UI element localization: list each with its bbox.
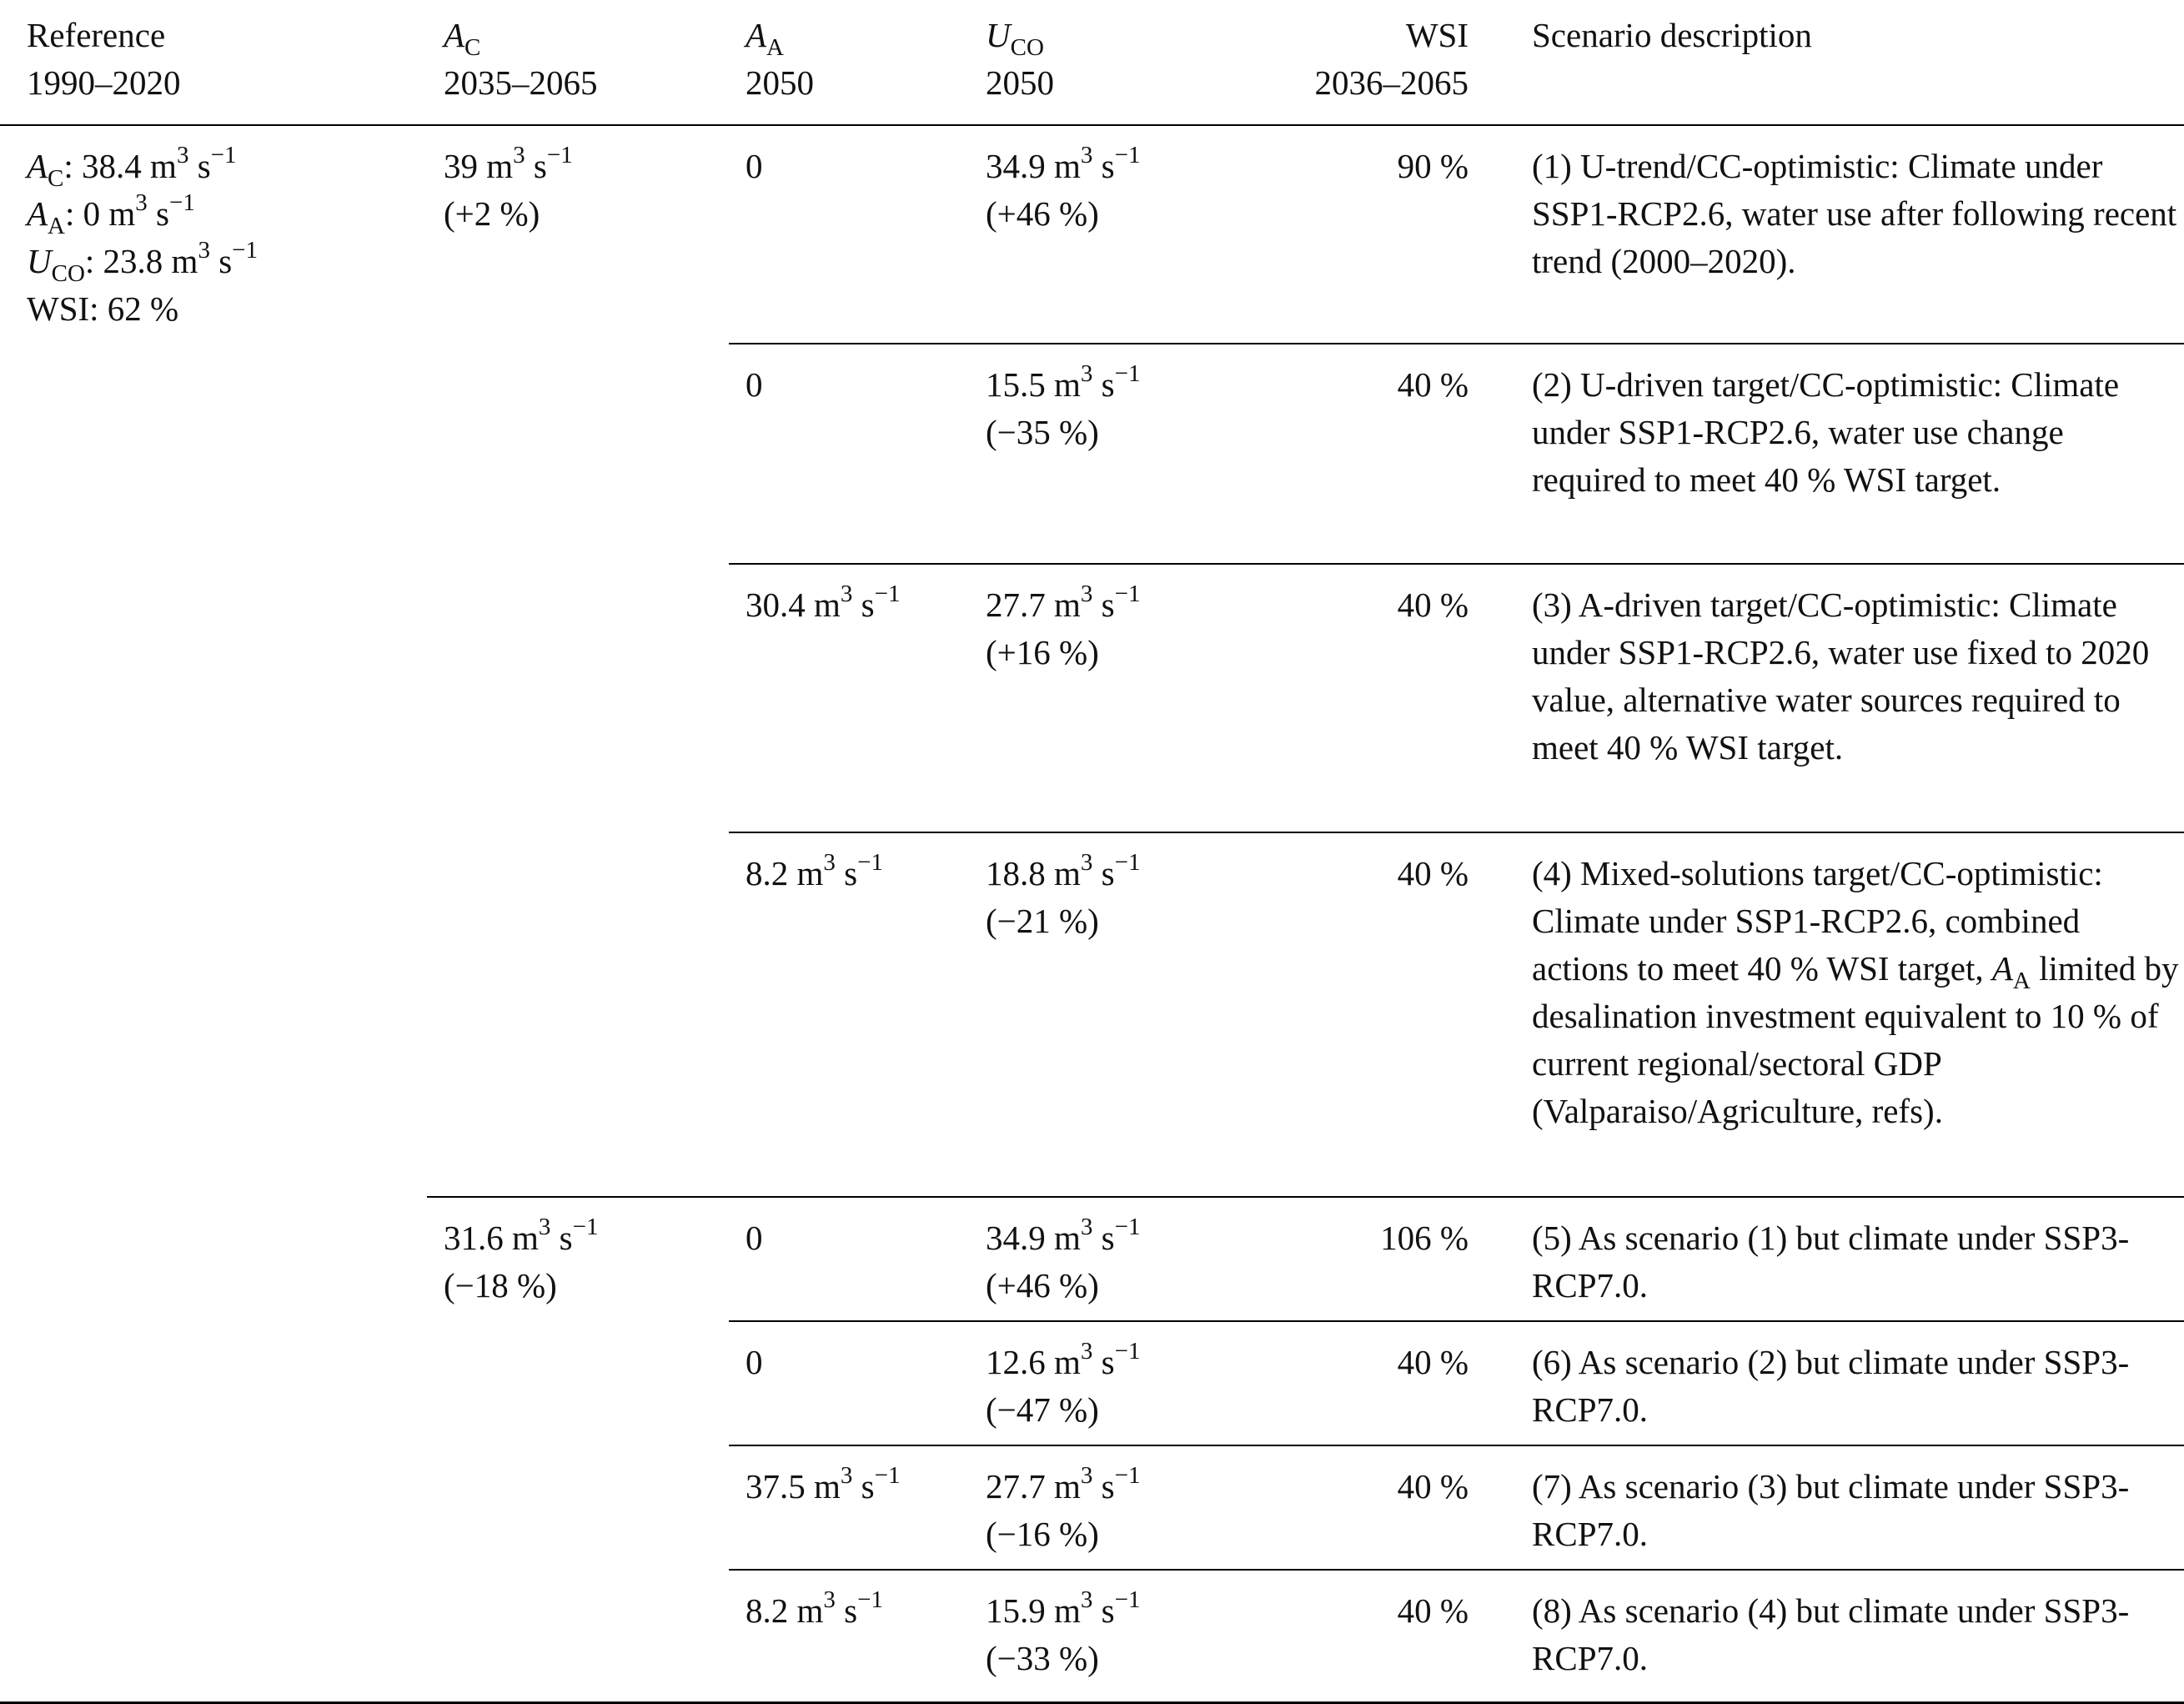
wsi-cell: 40 % (1234, 564, 1479, 832)
aa-cell: 37.5 $m^3$ $s^{-1}$ (729, 1445, 972, 1570)
uco-cell: 18.8 $m^3$ $s^{-1}$ (−21 %) (972, 832, 1234, 1197)
uco-cell: 27.7 $m^3$ $s^{-1}$ (+16 %) (972, 564, 1234, 832)
uco-cell: 34.9 $m^3$ $s^{-1}$ (+46 %) (986, 142, 1141, 233)
reference-ac: $A_C$: 38.4 $m^3$ $s^{-1}$ (27, 142, 237, 192)
table-row (0, 125, 2184, 344)
header-wsi: WSI 2036–2065 (1234, 0, 1479, 125)
uco-cell: 12.6 $m^3$ $s^{-1}$ (−47 %) (972, 1321, 1234, 1445)
wsi-cell: 40 % (1234, 344, 1479, 564)
description-cell: (3) A-driven target/CC-optimistic: Climate under SSP1-RCP2.6, water use fixed to 2020 value, alternative water sources required to meet 40 % WSI target. (1479, 564, 2184, 832)
header-reference: Reference 1990–2020 (0, 0, 427, 125)
ac-group-2: 31.6 $m^3$ $s^{-1}$ (−18 %) (427, 1197, 729, 1696)
uco-cell: 27.7 $m^3$ $s^{-1}$ (−16 %) (972, 1445, 1234, 1570)
reference-uco: $U_{CO}$: 23.8 $m^3$ $s^{-1}$ (27, 237, 259, 287)
wsi-cell: 90 % (1397, 147, 1469, 185)
header-scenario-description: Scenario description (1479, 0, 2184, 125)
description-cell: (7) As scenario (3) but climate under SSP3-RCP7.0. (1479, 1445, 2184, 1570)
uco-cell: 15.5 $m^3$ $s^{-1}$ (−35 %) (972, 344, 1234, 564)
wsi-cell: 40 % (1234, 1321, 1479, 1445)
description-cell: (4) Mixed-solutions target/CC-optimistic: Climate under SSP1-RCP2.6, combined actions to meet 40 % WSI target, $A_A$ limited by desalination investment equivalent to 10 % of current regional/sectoral GDP (Valparaiso/Agriculture, refs). (1479, 832, 2184, 1197)
header-ac: $A_C$ 2035–2065 (427, 0, 729, 125)
aa-cell: 30.4 $m^3$ $s^{-1}$ (729, 564, 972, 832)
wsi-cell: 40 % (1234, 1445, 1479, 1570)
aa-cell: 8.2 $m^3$ $s^{-1}$ (729, 1570, 972, 1696)
wsi-cell: 40 % (1234, 832, 1479, 1197)
header-aa: $A_A$ 2050 (729, 0, 972, 125)
description-cell: (2) U-driven target/CC-optimistic: Climate under SSP1-RCP2.6, water use change required to meet 40 % WSI target. (1479, 344, 2184, 564)
uco-cell: 15.9 $m^3$ $s^{-1}$ (−33 %) (972, 1570, 1234, 1696)
reference-wsi: WSI: 62 % (27, 289, 179, 328)
description-cell: (6) As scenario (2) but climate under SSP3-RCP7.0. (1479, 1321, 2184, 1445)
aa-cell: 0 (746, 147, 763, 185)
reference-aa: $A_A$: 0 $m^3$ $s^{-1}$ (27, 189, 195, 239)
description-cell: (8) As scenario (4) but climate under SSP3-RCP7.0. (1479, 1570, 2184, 1696)
wsi-cell: 106 % (1234, 1197, 1479, 1321)
ac-group-1: 39 $m^3$ $s^{-1}$ (+2 %) (444, 142, 573, 233)
aa-cell: 8.2 $m^3$ $s^{-1}$ (729, 832, 972, 1197)
aa-cell: 0 (729, 344, 972, 564)
aa-cell: 0 (729, 1321, 972, 1445)
description-cell: (5) As scenario (1) but climate under SSP3-RCP7.0. (1479, 1197, 2184, 1321)
uco-cell: 34.9 $m^3$ $s^{-1}$ (+46 %) (972, 1197, 1234, 1321)
table-header-row (0, 0, 2184, 125)
aa-cell: 0 (729, 1197, 972, 1321)
reference-cell (0, 125, 427, 1696)
header-uco: $U_{CO}$ 2050 (972, 0, 1234, 125)
description-cell: (1) U-trend/CC-optimistic: Climate under SSP1-RCP2.6, water use after following recent trend (2000–2020). (1532, 147, 2177, 280)
wsi-cell: 40 % (1234, 1570, 1479, 1696)
